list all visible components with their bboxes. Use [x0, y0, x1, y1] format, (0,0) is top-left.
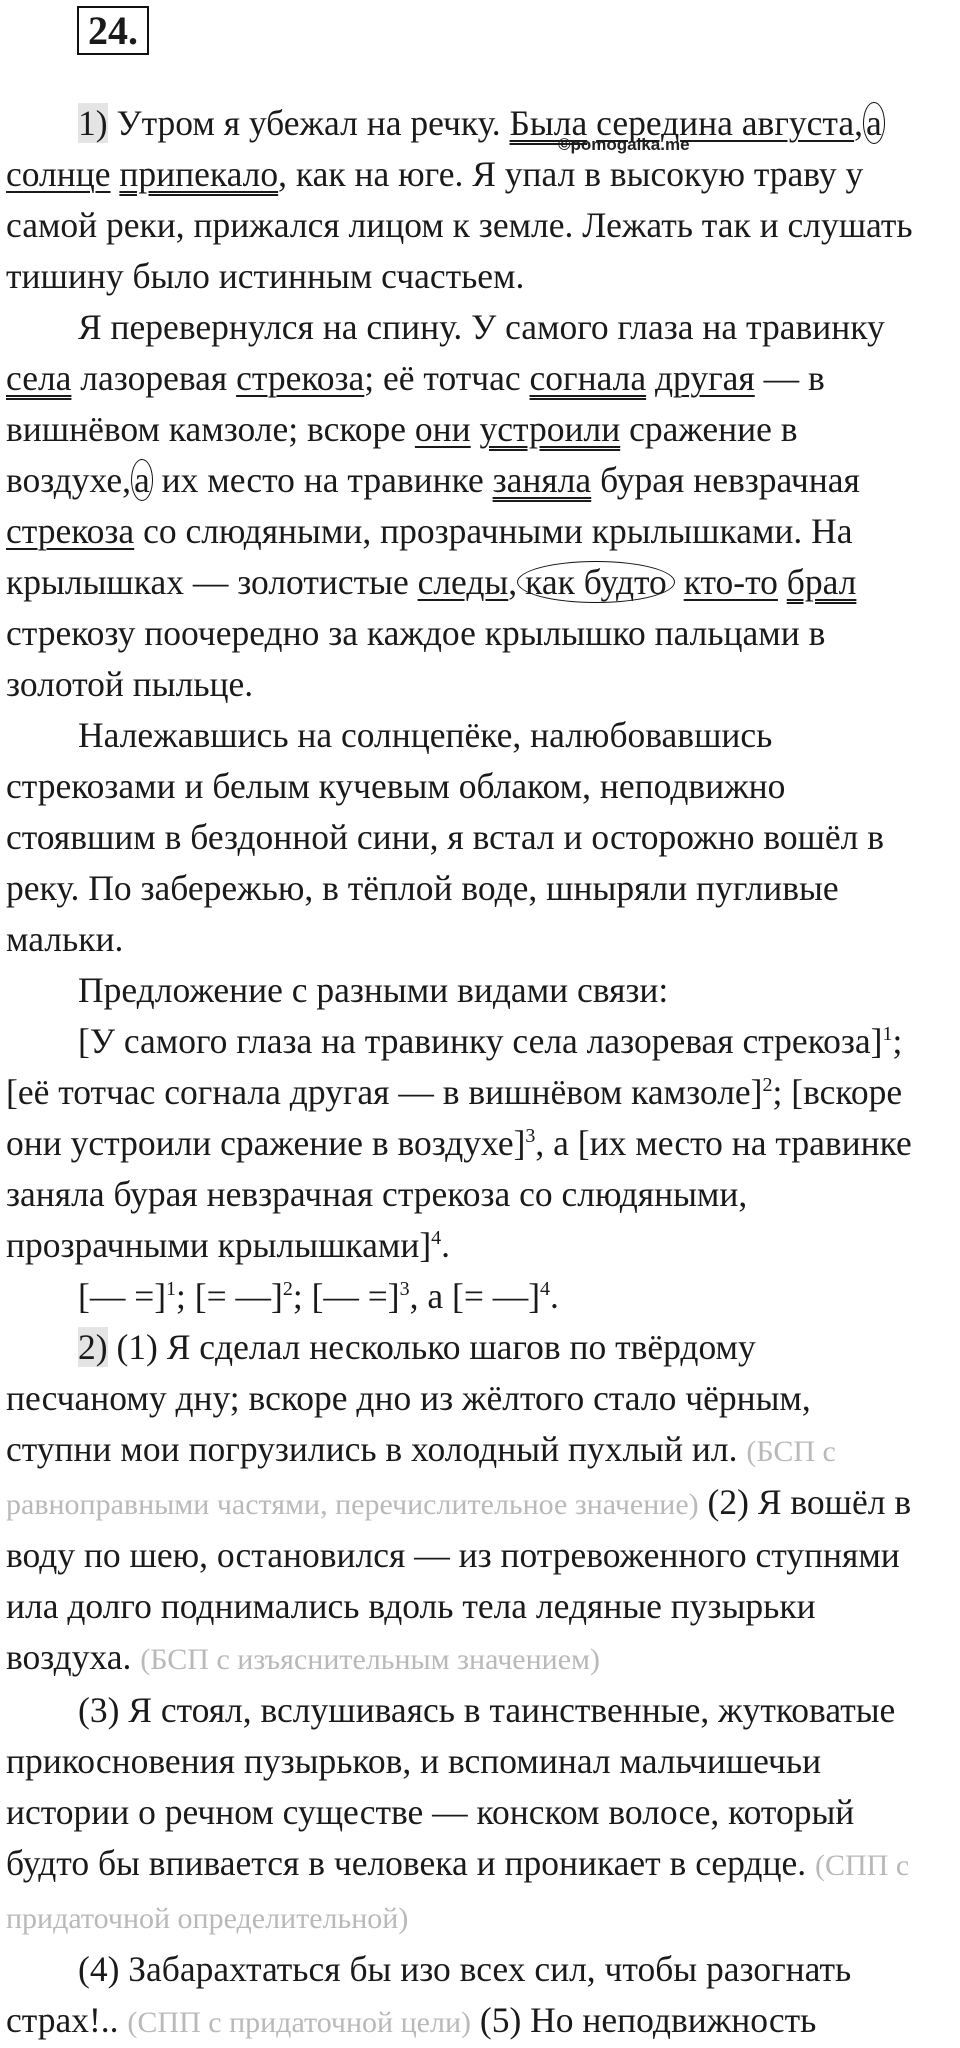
watermark: ©pomogalka.me — [558, 135, 690, 154]
predicate: брал — [786, 562, 857, 602]
solution-text — [6, 98, 922, 2048]
predicate: Была — [509, 103, 588, 143]
subject: следы — [417, 562, 509, 602]
answer-marker-1: 1) — [78, 103, 108, 143]
paragraph-3: Належавшись на солнцепёке, налюбовавшись стрекозами и белым кучевым облаком, неподвижно стоявшим в бездонной сини, я встал и осторожно вошёл в реку. По забережью, в тёплой воде, шныряли пугливые мальки. — [6, 715, 885, 959]
subject: другая — [655, 358, 755, 398]
grammar-note: (СПП с придаточной цели) — [127, 2006, 472, 2039]
paragraph-2: Я перевернулся на спину. У самого глаза на травинку села лазоревая стрекоза; её тотчас согнала другая — в вишнёвом камзоле; вскоре они устроили сражение в воздухе,а их место на травинке заняла бурая невзрачная стрекоза со слюдяными, прозрачными крылышками. На крылышках — золотистые следы, как будто кто-то брал стрекозу поочередно за каждое крылышко пальцами в золотой пыльце. — [6, 307, 885, 704]
circled-conjunction: а — [863, 102, 885, 144]
predicate: заняла — [492, 460, 592, 500]
paragraph-1: 1) Утром я убежал на речку. Была середина августа,а солнце припекало, как на юге. Я упал в высокую траву у самой реки, прижался лицом к земле. Лежать так и слушать тишину было истинным счастьем. — [6, 103, 913, 296]
subject: они — [414, 409, 471, 449]
task-number: 24. — [77, 6, 149, 55]
circled-conjunction: а — [131, 459, 153, 501]
subject: кто-то — [683, 562, 778, 602]
predicate: припекало — [119, 154, 279, 194]
paragraph-7: 2) (1) Я сделал несколько шагов по твёрдому песчаному дну; вскоре дно из жёлтого стало чёрным, ступни мои погрузились в холодный пухлый ил. (БСП с равноправными частями, перечислительное значение) (2) Я вошёл в воду по шею, остановился — из потревоженного ступнями ила долго поднимались вдоль тела ледяные пузырьки воздуха. (БСП с изъяснительным значением) — [6, 1327, 912, 1677]
sentence-scheme-text: [У самого глаза на травинку села лазоревая стрекоза]$^1$; [её тотчас согнала другая — в вишнёвом камзоле]$^2$; [вскоре они устроили сражение в воздухе]$^3$, а [их место на травинке заняла бурая невзрачная стрекоза со слюдяными, прозрачными крылышками]$^4$. — [6, 1021, 912, 1265]
grammar-note: (БСП с изъяснительным значением) — [140, 1643, 600, 1676]
paragraph-9: (4) Забарахтаться бы изо всех сил, чтобы разогнать страх!.. (СПП с придаточной цели) (5) Но неподвижность — [6, 1949, 852, 2040]
predicate: согнала — [529, 358, 647, 398]
subject: середина августа — [596, 103, 855, 143]
grammar-note: (СПП с придаточной определительной) — [6, 1849, 910, 1935]
subject: солнце — [6, 154, 111, 194]
paragraph-8: (3) Я стоял, вслушиваясь в таинственные, жутковатые прикосновения пузырьков, и вспоминал мальчишечьи истории о речном существе — конском волосе, который будто бы впивается в человека и проникает в сердце. (СПП с придаточной определительной) — [6, 1690, 910, 1935]
predicate: устроили — [479, 409, 621, 449]
circled-conjunction: как будто — [517, 561, 675, 603]
subject: стрекоза — [6, 511, 135, 551]
sentence-scheme: [— =]$^1$; [= —]$^2$; [— =]$^3$, а [= —]$^4$. — [78, 1276, 559, 1316]
subject: стрекоза — [236, 358, 365, 398]
answer-marker-2: 2) — [78, 1327, 108, 1367]
grammar-note: (БСП с равноправными частями, перечислительное значение) — [6, 1435, 836, 1521]
paragraph-4: Предложение с разными видами связи: — [78, 970, 669, 1010]
predicate: села — [6, 358, 72, 398]
